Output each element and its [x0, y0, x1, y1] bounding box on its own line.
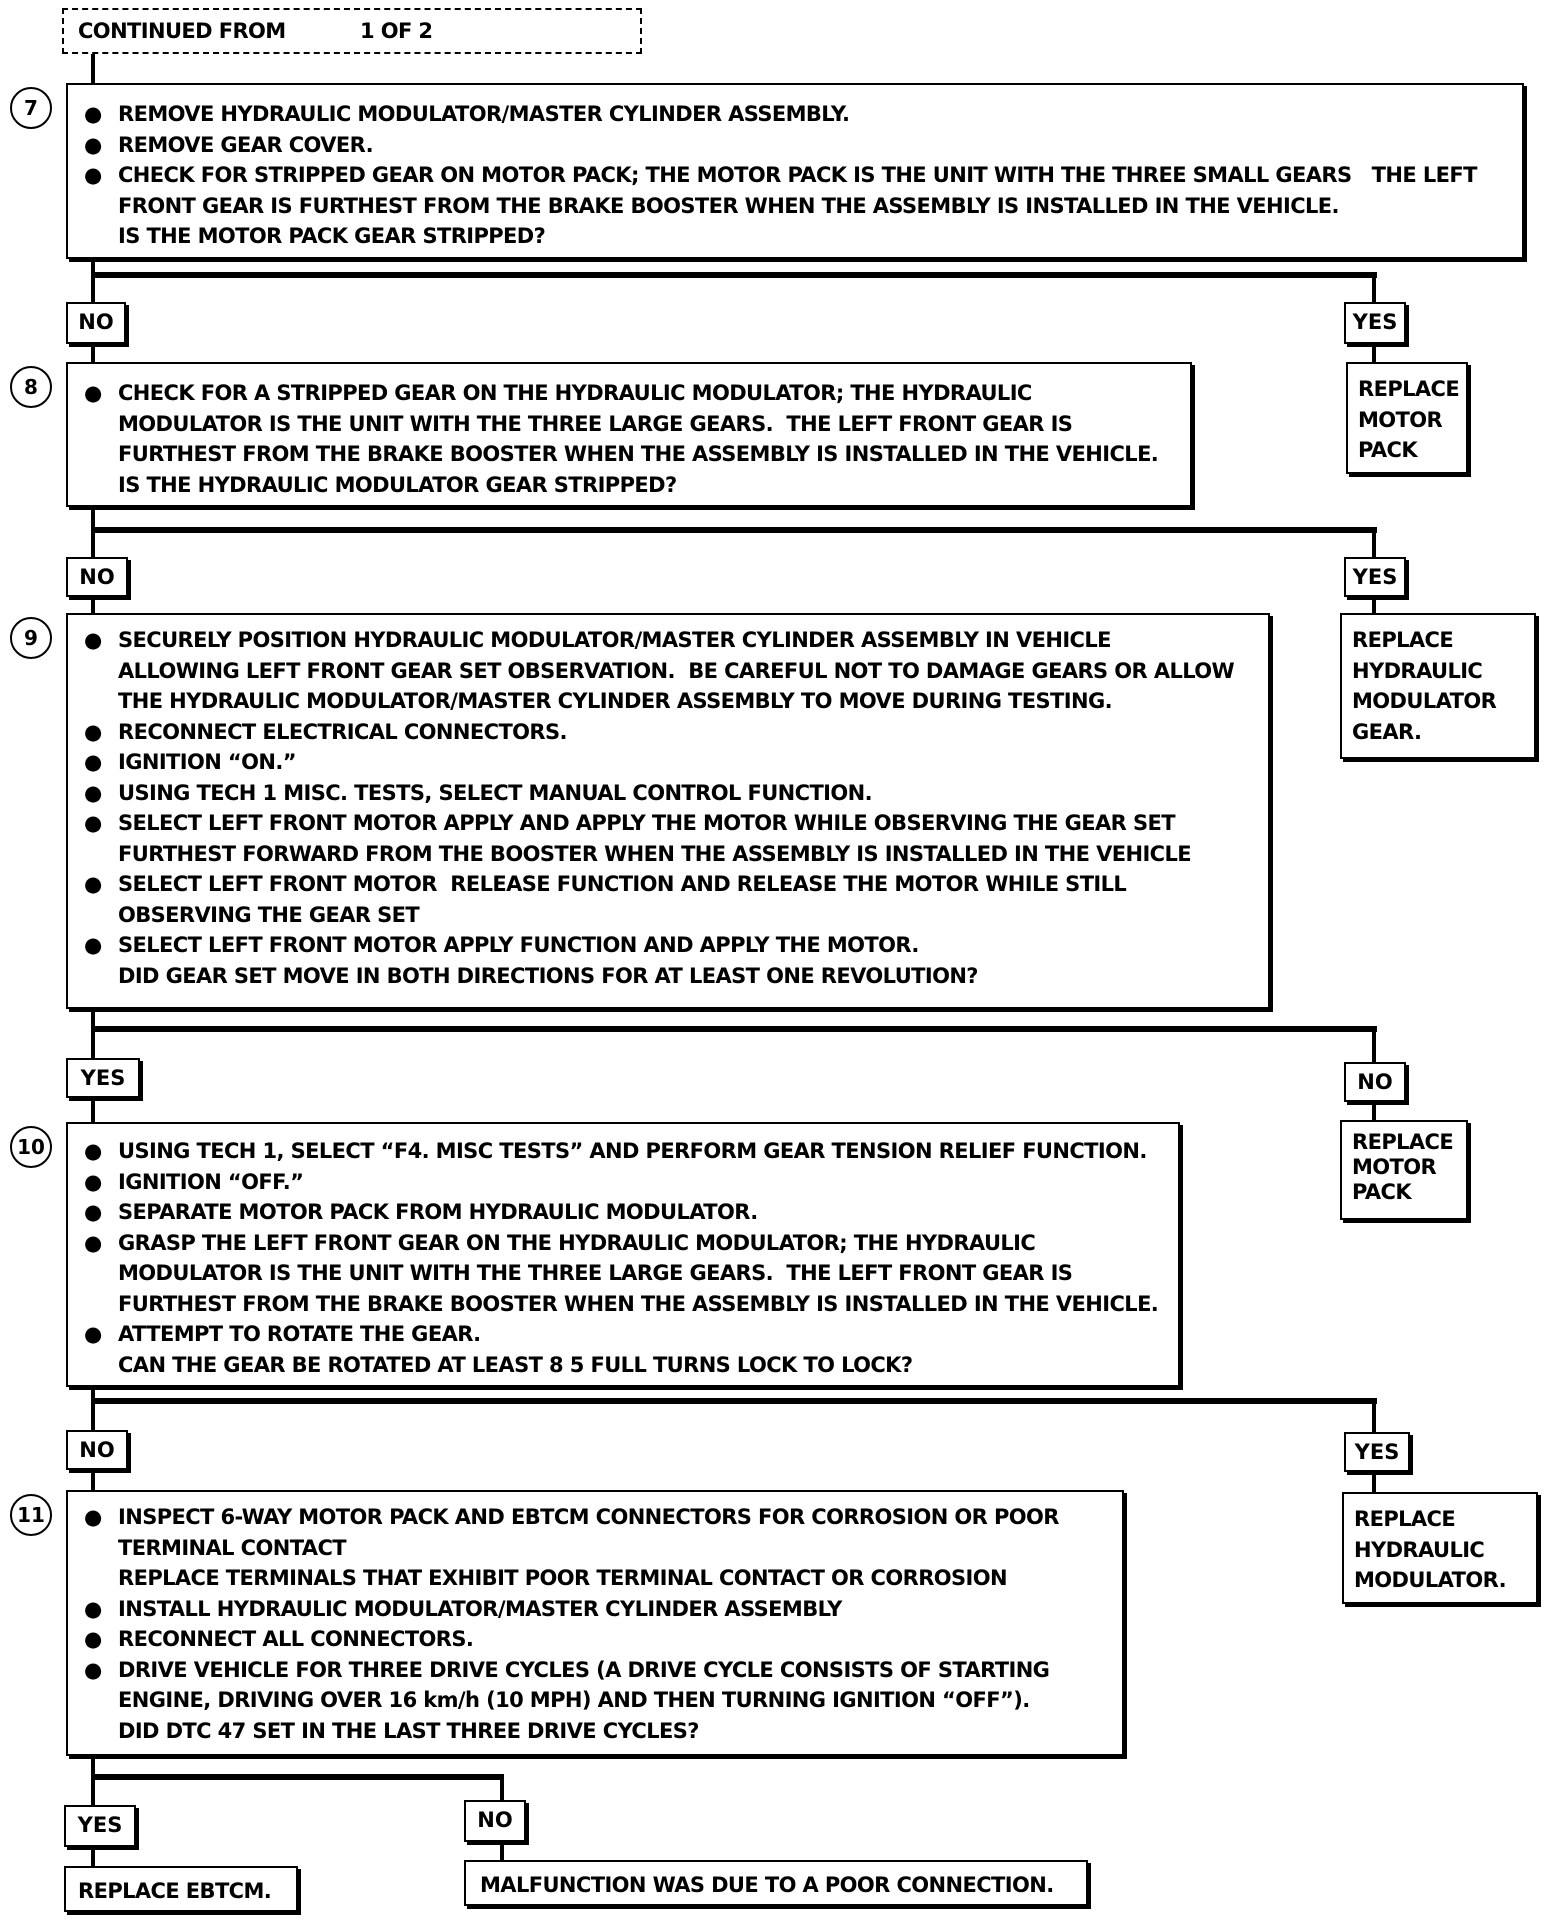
step-10-box — [66, 1122, 1180, 1387]
bullet-icon: ● — [84, 811, 102, 835]
step-8-yes-label: YES — [1344, 557, 1406, 597]
step-11-yes-label: YES — [64, 1805, 136, 1847]
step-9-yes-label: YES — [66, 1058, 140, 1098]
step-7-question: IS THE MOTOR PACK GEAR STRIPPED? — [118, 224, 546, 248]
bullet-icon: ● — [84, 1139, 102, 1163]
step-11-item: ● RECONNECT ALL CONNECTORS. — [82, 1624, 1112, 1655]
bullet-icon: ● — [84, 750, 102, 774]
step-8-box — [66, 362, 1192, 507]
step-10-yes-label: YES — [1344, 1432, 1410, 1472]
bullet-icon: ● — [84, 719, 102, 744]
bullet-icon: ● — [84, 780, 102, 805]
step-7-yes-action: REPLACE MOTOR PACK — [1346, 362, 1468, 474]
step-11-box — [66, 1490, 1124, 1756]
continued-from-label: CONTINUED FROM — [78, 19, 286, 43]
step-7-number: 7 — [10, 87, 52, 129]
bullet-icon: ● — [84, 1596, 102, 1621]
step-7-no-label: NO — [66, 302, 126, 344]
continued-from-page: 1 OF 2 — [360, 19, 433, 43]
step-7-item: ● REMOVE HYDRAULIC MODULATOR/MASTER CYLINDER ASSEMBLY. — [82, 99, 1512, 130]
continued-from-box — [62, 8, 642, 54]
bullet-icon: ● — [84, 102, 102, 126]
step-9-item: ● IGNITION “ON.” — [82, 747, 1258, 778]
bullet-icon: ● — [84, 1230, 102, 1255]
step-10-no-label: NO — [66, 1430, 128, 1470]
bullet-icon: ● — [84, 1657, 102, 1682]
step-11-item: ● INSPECT 6-WAY MOTOR PACK AND EBTCM CONNECTORS FOR CORROSION OR POOR TERMINAL CONTACT REPLACE TERMINALS THAT EXHIBIT POOR TERMINAL CONTACT OR CORROSION — [82, 1502, 1112, 1594]
step-9-item: ● SELECT LEFT FRONT MOTOR APPLY AND APPLY THE MOTOR WHILE OBSERVING THE GEAR SET FURTHEST FORWARD FROM THE BOOSTER WHEN THE ASSEMBLY IS INSTALLED IN THE VEHICLE — [82, 808, 1258, 869]
step-11-item: ● INSTALL HYDRAULIC MODULATOR/MASTER CYLINDER ASSEMBLY — [82, 1594, 1112, 1625]
step-9-no-action: REPLACE MOTOR PACK — [1340, 1120, 1468, 1220]
step-11-question: DID DTC 47 SET IN THE LAST THREE DRIVE CYCLES? — [118, 1718, 699, 1743]
step-10-item: ● SEPARATE MOTOR PACK FROM HYDRAULIC MODULATOR. — [82, 1197, 1168, 1228]
step-11-number: 11 — [10, 1494, 52, 1536]
step-7-yes-label: YES — [1344, 302, 1406, 344]
step-10-question: CAN THE GEAR BE ROTATED AT LEAST 8 5 FULL TURNS LOCK TO LOCK? — [118, 1352, 913, 1377]
step-9-question: DID GEAR SET MOVE IN BOTH DIRECTIONS FOR AT LEAST ONE REVOLUTION? — [118, 963, 978, 988]
step-10-number: 10 — [10, 1126, 52, 1168]
step-10-item: ● IGNITION “OFF.” — [82, 1167, 1168, 1198]
step-9-number: 9 — [10, 617, 52, 659]
bullet-icon: ● — [84, 1322, 102, 1346]
step-8-item: ● CHECK FOR A STRIPPED GEAR ON THE HYDRAULIC MODULATOR; THE HYDRAULIC MODULATOR IS THE UNIT WITH THE THREE LARGE GEARS. THE LEFT FRONT GEAR IS FURTHEST FROM THE BRAKE BOOSTER WHEN THE ASSEMBLY IS INSTALLED IN THE VEHICLE. — [82, 378, 1180, 470]
step-9-item: ● RECONNECT ELECTRICAL CONNECTORS. — [82, 717, 1258, 748]
bullet-icon: ● — [84, 933, 102, 957]
step-7-item: ● CHECK FOR STRIPPED GEAR ON MOTOR PACK; THE MOTOR PACK IS THE UNIT WITH THE THREE SMALL GEARS THE LEFT FRONT GEAR IS FURTHEST FROM THE BRAKE BOOSTER WHEN THE ASSEMBLY IS INSTALLED IN THE VEHICLE. — [82, 160, 1512, 221]
step-8-no-label: NO — [66, 557, 128, 597]
step-9-item: ● SECURELY POSITION HYDRAULIC MODULATOR/MASTER CYLINDER ASSEMBLY IN VEHICLE ALLOWING LEFT FRONT GEAR SET OBSERVATION. BE CAREFUL NOT TO DAMAGE GEARS OR ALLOW THE HYDRAULIC MODULATOR/MASTER CYLINDER ASSEMBLY TO MOVE DURING TESTING. — [82, 625, 1258, 717]
bullet-icon: ● — [84, 1627, 102, 1651]
step-8-number: 8 — [10, 366, 52, 408]
bullet-icon: ● — [84, 132, 102, 157]
poor-connection-action: MALFUNCTION WAS DUE TO A POOR CONNECTION. — [464, 1860, 1088, 1906]
step-9-item: ● USING TECH 1 MISC. TESTS, SELECT MANUAL CONTROL FUNCTION. — [82, 778, 1258, 809]
step-9-item: ● SELECT LEFT FRONT MOTOR RELEASE FUNCTION AND RELEASE THE MOTOR WHILE STILL OBSERVING THE GEAR SET — [82, 869, 1258, 930]
step-9-box — [66, 613, 1270, 1009]
step-10-yes-action: REPLACE HYDRAULIC MODULATOR. — [1342, 1492, 1538, 1604]
step-9-item: ● SELECT LEFT FRONT MOTOR APPLY FUNCTION AND APPLY THE MOTOR. — [82, 930, 1258, 961]
step-11-item: ● DRIVE VEHICLE FOR THREE DRIVE CYCLES (A DRIVE CYCLE CONSISTS OF STARTING ENGINE, DRIVING OVER 16 km/h (10 MPH) AND THEN TURNING IGNITION “OFF”). — [82, 1655, 1112, 1716]
step-10-item: ● ATTEMPT TO ROTATE THE GEAR. — [82, 1319, 1168, 1350]
bullet-icon: ● — [84, 872, 102, 896]
step-9-no-label: NO — [1344, 1062, 1406, 1102]
step-10-item: ● USING TECH 1, SELECT “F4. MISC TESTS” AND PERFORM GEAR TENSION RELIEF FUNCTION. — [82, 1136, 1168, 1167]
bullet-icon: ● — [84, 163, 102, 187]
bullet-icon: ● — [84, 1505, 102, 1529]
step-10-item: ● GRASP THE LEFT FRONT GEAR ON THE HYDRAULIC MODULATOR; THE HYDRAULIC MODULATOR IS THE UNIT WITH THE THREE LARGE GEARS. THE LEFT FRONT GEAR IS FURTHEST FROM THE BRAKE BOOSTER WHEN THE ASSEMBLY IS INSTALLED IN THE VEHICLE. — [82, 1228, 1168, 1320]
step-8-question: IS THE HYDRAULIC MODULATOR GEAR STRIPPED? — [118, 472, 677, 497]
step-11-no-label: NO — [464, 1800, 526, 1842]
replace-ebtcm-action: REPLACE EBTCM. — [64, 1866, 298, 1912]
step-7-item: ● REMOVE GEAR COVER. — [82, 130, 1512, 161]
bullet-icon: ● — [84, 1200, 102, 1224]
bullet-icon: ● — [84, 381, 102, 405]
step-8-yes-action: REPLACE HYDRAULIC MODULATOR GEAR. — [1340, 613, 1536, 759]
bullet-icon: ● — [84, 628, 102, 652]
step-7-box — [66, 83, 1524, 259]
bullet-icon: ● — [84, 1169, 102, 1194]
